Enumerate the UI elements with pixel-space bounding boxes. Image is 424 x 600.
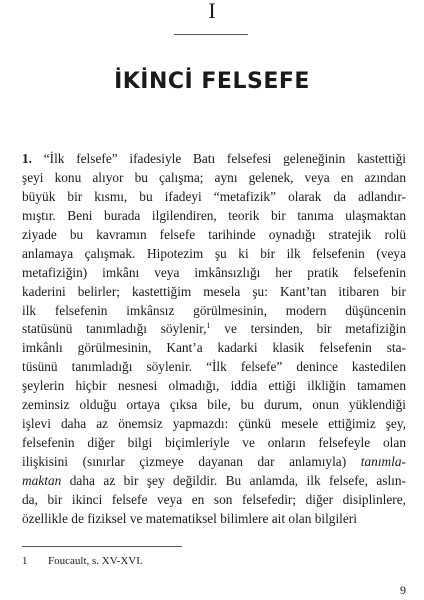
body-text [22, 150, 406, 529]
text-line: felsefenin diğer bilgi biçimleriyle ve onların felsefeyle olan [22, 435, 406, 451]
text-line: imkânlı görülmesinin, Kant’a kadarki klasik felsefenin sta- [22, 340, 406, 356]
text-line [22, 150, 406, 169]
text-line: mıştır. Beni burada ilgilendiren, teorik bir tanıma ulaşmaktan [22, 207, 406, 223]
italic-text: maktan [22, 472, 62, 488]
text-segment: ilişkisini (sınırlar çizmeye dayanan dar anlamıyla) [22, 454, 347, 469]
text-segment: daha az bir şey değildir. Bu anlamda, ilk felsefe, aslın- [61, 472, 406, 488]
text-line [22, 453, 406, 472]
chapter-number: I [208, 0, 216, 23]
page-number: 9 [400, 583, 406, 597]
text-segment: “İlk felsefe” ifadesiyle Batı felsefesi geleneğinin kastettiği [32, 151, 406, 166]
text-line: anlamaya çalışmak. Hipotezim şu ki bir ilk felsefenin (veya [22, 245, 406, 261]
italic-text: tanımla- [360, 454, 406, 469]
text-line: büyük bir kısmı, bu ifadeyi “metafizik” olarak da adlandır- [22, 188, 406, 204]
text-line [22, 472, 406, 491]
chapter-divider [174, 34, 248, 35]
footnote-text: Foucault, s. XV-XVI. [48, 555, 143, 567]
text-segment: statüsünü tanımladığı söylenir, [22, 321, 207, 337]
chapter-title: İKİNCİ FELSEFE [114, 69, 310, 94]
text-line: tüsünü tanımladığı söylenir. “İlk felsefe” denince kastedilen [22, 359, 406, 375]
text-line: işlevi daha az önemsiz yapmazdı: çünkü mesele ettiğimiz şey, [22, 416, 406, 432]
text-line: ziyade bu kavramın felsefe tarihinde oynadığı stratejik rolü [22, 226, 406, 242]
text-line: da, bir ikinci felsefe veya en son felsefedir; diğer disiplinlere, [22, 491, 406, 507]
footnote-reference: 1 [206, 321, 211, 331]
text-line: şeyi konu alıyor bu çalışma; aynı gelenek, veya en azından [22, 169, 406, 185]
text-segment: ve tersinden, bir metafiziğin [210, 321, 406, 337]
text-line [22, 320, 406, 339]
text-line: özellikle de fiziksel ve matematiksel bilimlere ait olan bilgileri [22, 510, 357, 526]
footnote [22, 554, 143, 568]
footnote-number: 1 [22, 555, 28, 567]
paragraph-number: 1. [22, 151, 33, 166]
text-line: metafiziğin) imkânı veya imkânsızlığı her pratik felsefenin [22, 264, 406, 280]
text-line: ilk felsefenin imkânsız görülmesinin, modern düşüncenin [22, 302, 406, 318]
footnote-divider [22, 546, 182, 547]
text-line: kaderini belirler; kastettiğim mesela şu: Kant’tan itibaren bir [22, 283, 406, 299]
text-line: şeylerin hiçbir nesnesi olmadığı, iddia ettiği ilkliğin tamamen [22, 378, 406, 394]
text-line: zeminsiz olduğu ortaya çıksa bile, bu durum, onun yüklendiği [22, 397, 406, 413]
